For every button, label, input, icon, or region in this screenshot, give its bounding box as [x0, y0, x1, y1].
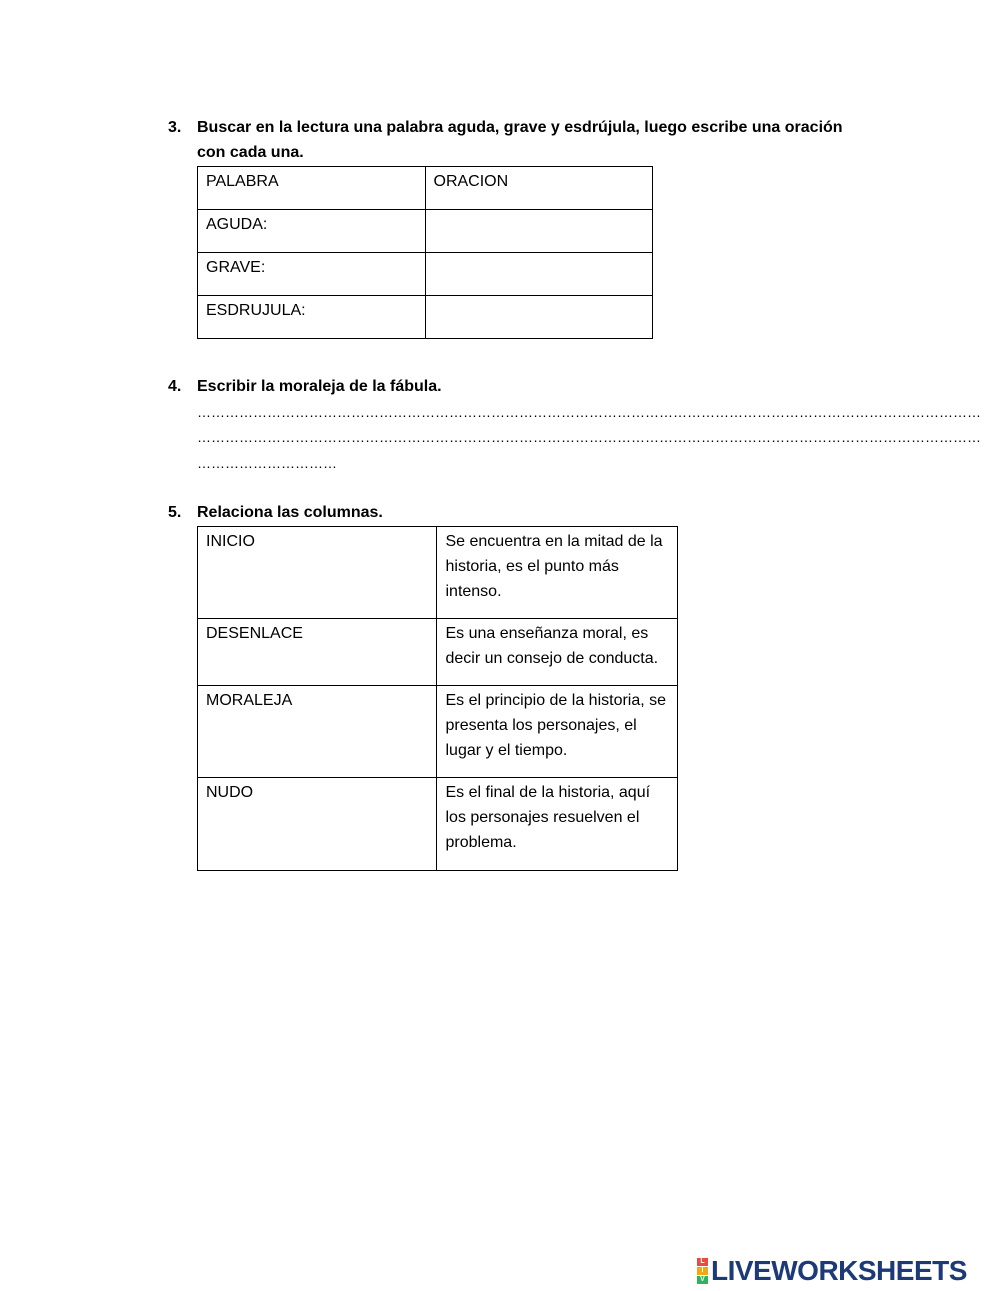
question-4-text: Escribir la moraleja de la fábula.	[197, 378, 442, 395]
table-row	[198, 778, 678, 871]
header-palabra: PALABRA	[198, 167, 426, 210]
logo-mark-letter: V	[697, 1276, 708, 1284]
definition-cell[interactable]: Se encuentra en la mitad de la historia, es el punto más intenso.	[437, 527, 678, 619]
header-oracion: ORACION	[425, 167, 653, 210]
question-3	[168, 115, 868, 165]
liveworksheets-logo	[697, 1256, 967, 1286]
cell-esdrujula-label: ESDRUJULA:	[198, 296, 426, 339]
answer-line-1[interactable]: ……………………………………………………………………………………………………………………………………………………	[197, 404, 981, 420]
cell-aguda-sentence[interactable]	[425, 210, 653, 253]
question-4-number: 4.	[168, 378, 182, 395]
word-sentence-table	[197, 166, 653, 339]
table-row	[198, 527, 678, 619]
term-cell[interactable]: DESENLACE	[198, 619, 437, 686]
definition-cell[interactable]: Es una enseñanza moral, es decir un consejo de conducta.	[437, 619, 678, 686]
definition-cell[interactable]: Es el final de la historia, aquí los personajes resuelven el problema.	[437, 778, 678, 871]
question-5	[168, 500, 868, 525]
answer-line-3[interactable]: …………………………	[197, 455, 337, 471]
logo-text: LIVEWORKSHEETS	[711, 1255, 967, 1286]
question-4	[168, 374, 868, 399]
logo-mark-icon	[697, 1258, 708, 1284]
cell-aguda-label: AGUDA:	[198, 210, 426, 253]
question-3-number: 3.	[168, 119, 182, 136]
table-row	[198, 296, 653, 339]
logo-mark-letter: L	[697, 1258, 708, 1266]
term-cell[interactable]: NUDO	[198, 778, 437, 871]
table-row	[198, 686, 678, 778]
cell-esdrujula-sentence[interactable]	[425, 296, 653, 339]
question-5-number: 5.	[168, 504, 182, 521]
match-columns-table	[197, 526, 678, 871]
table-row	[198, 253, 653, 296]
cell-grave-sentence[interactable]	[425, 253, 653, 296]
answer-line-2[interactable]: ……………………………………………………………………………………………………………………………………………………	[197, 429, 981, 445]
table-header-row	[198, 167, 653, 210]
question-5-text: Relaciona las columnas.	[197, 504, 383, 521]
table-row	[198, 210, 653, 253]
term-cell[interactable]: MORALEJA	[198, 686, 437, 778]
table-row	[198, 619, 678, 686]
term-cell[interactable]: INICIO	[198, 527, 437, 619]
definition-cell[interactable]: Es el principio de la historia, se presenta los personajes, el lugar y el tiempo.	[437, 686, 678, 778]
question-3-text: Buscar en la lectura una palabra aguda, grave y esdrújula, luego escribe una oración con cada una.	[197, 119, 843, 161]
cell-grave-label: GRAVE:	[198, 253, 426, 296]
logo-mark-letter: I	[697, 1267, 708, 1275]
